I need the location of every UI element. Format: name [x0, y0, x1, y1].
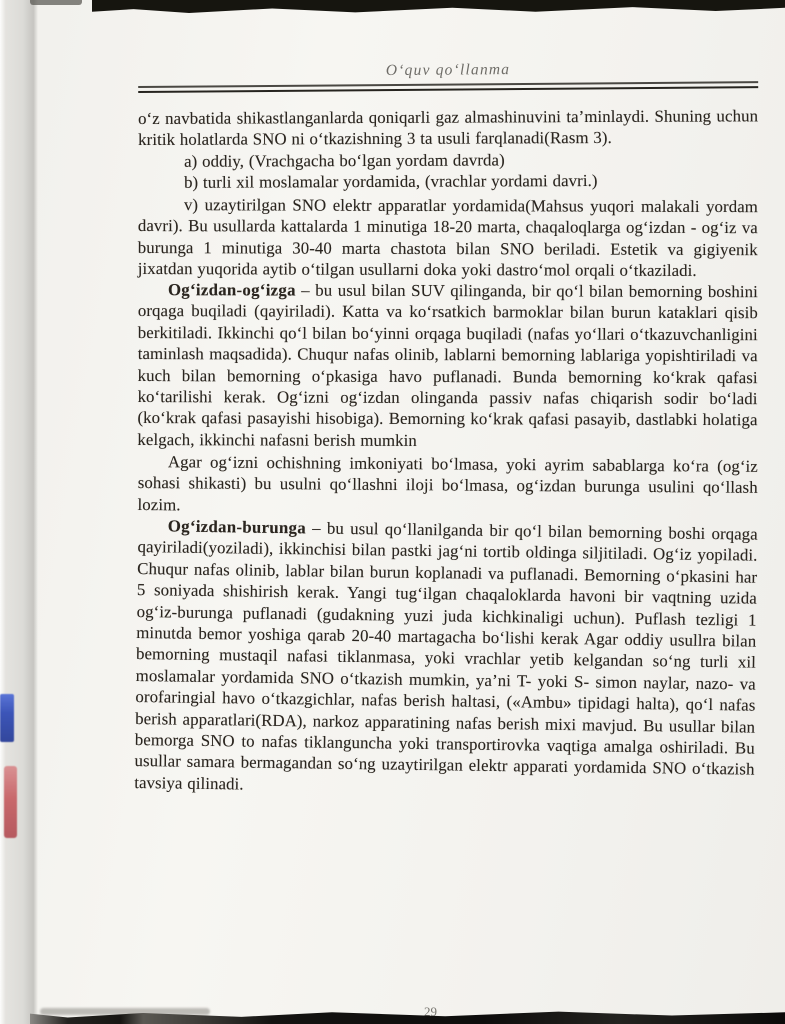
list-item-v-paragraph: v) uzaytirilgan SNO elektr apparatlar yordamida(Mahsus yuqori malakali yordam davri). Bu usullarda kattalarda 1 minutiga 18-20 marta, chaqaloqlarga og‘izdan - og‘iz va burunga 1 minutiga 30-40 marta chastota bilan SNO beriladi. Estetik va gigiyenik jixatdan yuqorida aytib o‘tilgan usullarni doka yoki dastro‘mol orqali o‘tkaziladi.: [137, 194, 758, 280]
page-content: [134, 61, 759, 794]
scan-artifact-bottom-edge: [30, 1011, 785, 1024]
scan-artifact-top-blob: [30, 0, 82, 5]
paragraph-lead: Og‘izdan-burunga: [167, 516, 307, 538]
page-header: [138, 59, 758, 93]
list-item-a: a) oddiy, (Vrachgacha bo‘lgan yordam davrda): [184, 150, 505, 171]
scan-artifact-top-edge: [92, 0, 785, 13]
body-paragraph-1: o‘z navbatida shikastlanganlarda qoniqarli gaz almashinuvini ta’minlaydi. Shuning uchun kritik holatlarda SNO ni o‘tkazishning 3 ta usuli farqlanadi(Rasm 3).: [138, 106, 759, 150]
body-paragraph-mouth-to-mouth: [137, 279, 758, 452]
page-header-title: O‘quv qo‘llanma: [385, 61, 511, 80]
scan-artifact-red-mark: [4, 766, 17, 838]
page-number: 29: [424, 1004, 437, 1019]
list-item-b: b) turli xil moslamalar yordamida, (vrachlar yordami davri.): [184, 171, 598, 193]
body-paragraph-alternative: Agar og‘izni ochishning imkoniyati bo‘lmasa, yoki ayrim sabablarga ko‘ra (og‘iz sohasi shikasti) bu usulni qo‘llashni iloji bo‘lmasa, og‘izdan burunga usulini qo‘llash lozim.: [137, 451, 758, 514]
body-paragraph-mouth-to-nose: [134, 515, 758, 802]
scan-artifact-left-edge: [0, 0, 38, 1024]
paragraph-lead: Og‘izdan-og‘izga: [167, 280, 296, 300]
paragraph-text: – bu usul qo‘llanilganda bir qo‘l bilan bemorning boshi orqaga qayiriladi(yoziladi), ikkinchisi bilan pastki jag‘ni tortib oldinga siljitiladi. Og‘iz yopiladi. Chuqur nafas olinib, lablar bilan burun koplanadi va puflanadi. Bemorning o‘pkasini har 5 soniyada shishirish kerak. Yangi tug‘ilgan chaqaloklarda havoni bir vaqtning uzida og‘iz-burunga puflanadi (gudakning yuzi juda kichkinaligi uchun). Puflash tezligi 1 minutda bemor yoshiga qarab 20-40 martagacha bo‘lishi kerak Agar oddiy usullra bilan bemorning mustaqil nafasi tiklanmasa, yoki vrachlar yetib kelgandan so‘ng turli xil moslamalar yordamida SNO o‘tkazish mumkin, ya’ni T- yoki S- simon naylar, nazo- va orofaringial havo o‘tkazgichlar, nafas berish haltasi, («Ambu» tipidagi halta), qo‘l nafas berish apparatlari(RDA), narkoz apparatining nafas berish mixi mavjud. Bu usullar bilan bemorga SNO to nafas tiklanguncha yoki transportirovka vaqtiga amalga oshiriladi. Bu usullar samara bermagandan so‘ng uzaytirilgan elektr apparati yordamida SNO o‘tkazish tavsiya qilinadi.: [134, 518, 758, 794]
scan-artifact-blue-mark: [0, 694, 14, 742]
paragraph-text: – bu usul bilan SUV qilinganda, bir qo‘l bilan bemorning boshini orqaga buqiladi (qayiriladi). Katta va ko‘rsatkich barmoklar bilan burun kataklari qisib berkitiladi. Ikkinchi qo‘l bilan bo‘yinni orqaga buqiladi (nafas yo‘llari o‘tkazuvchanligini taminlash maqsadida). Chuqur nafas olinib, lablarni bemorning lablariga yopishtiriladi va kuch bilan bemorning o‘pkasiga havo puflanadi. Bunda bemorning ko‘krak qafasi ko‘tarilishi kerak. Og‘izni og‘izdan olinganda passiv nafas chiqarish sodir bo‘ladi (ko‘krak qafasi pasayishi hisobiga). Bemorning ko‘krak qafasi pasayib, dastlabki holatiga kelgach, ikkinchi nafasni berish mumkin: [137, 280, 758, 451]
scan-artifact-bottom-smudge: [40, 1008, 210, 1015]
